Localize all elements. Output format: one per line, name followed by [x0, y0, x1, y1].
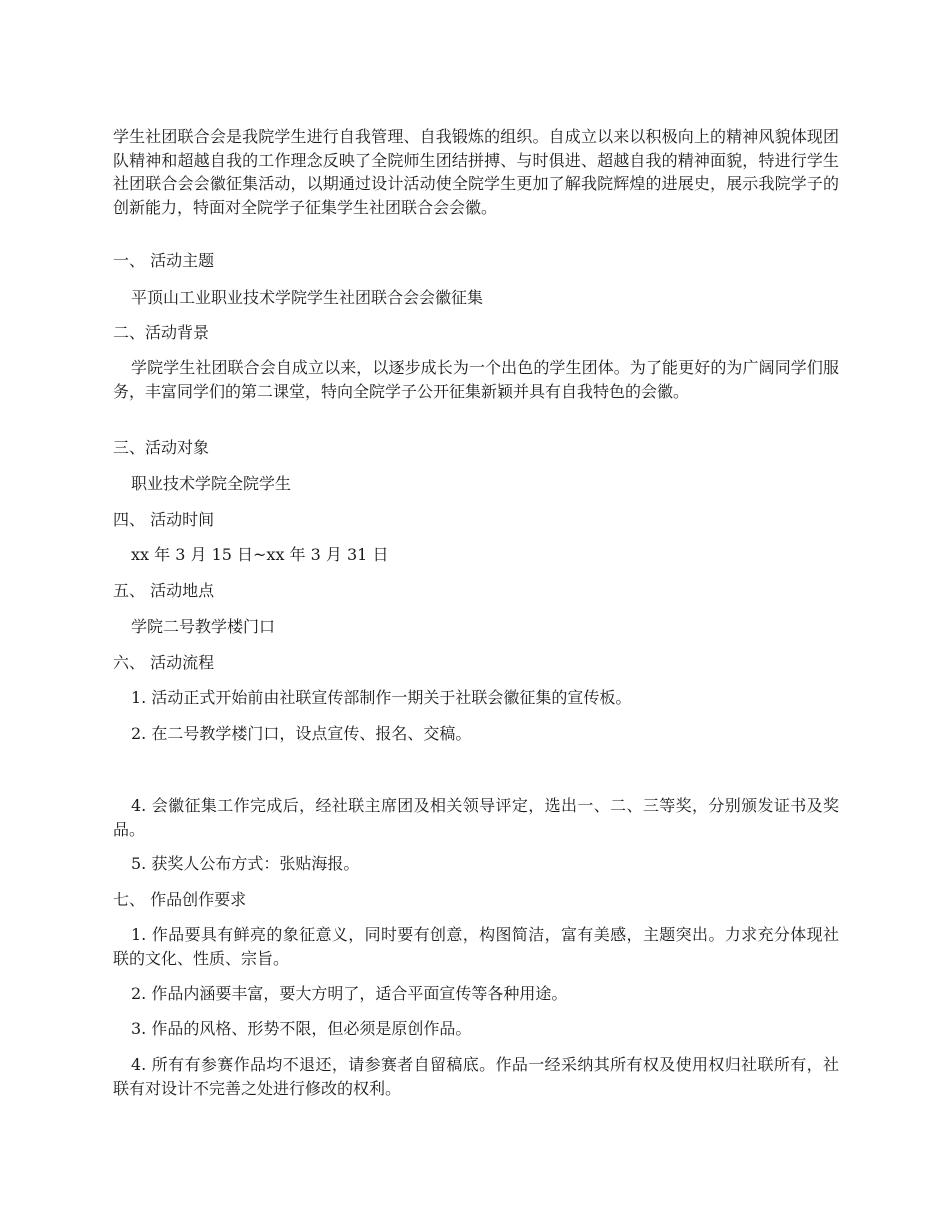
process-item-5: 5. 获奖人公布方式：张贴海报。 — [131, 854, 360, 873]
heading-theme: 一、 活动主题 — [113, 251, 215, 270]
requirement-item-3: 3. 作品的风格、形势不限，但必须是原创作品。 — [131, 1019, 472, 1038]
requirement-item-2: 2. 作品内涵要丰富，要大方明了，适合平面宣传等各种用途。 — [131, 984, 568, 1003]
heading-audience: 三、活动对象 — [113, 438, 210, 457]
requirement-item-4: 4. 所有有参赛作品均不退还，请参赛者自留稿底。作品一经采纳其所有权及使用权归社联所有，社联有对设计不完善之处进行修改的权利。 — [113, 1055, 839, 1098]
heading-process: 六、 活动流程 — [113, 653, 215, 672]
heading-requirements: 七、 作品创作要求 — [113, 890, 247, 909]
heading-background: 二、活动背景 — [113, 323, 210, 342]
audience-body: 职业技术学院全院学生 — [131, 474, 292, 493]
process-item-4: 4. 会徽征集工作完成后，经社联主席团及相关领导评定，选出一、二、三等奖，分别颁发证书及奖品。 — [113, 796, 839, 839]
heading-time: 四、 活动时间 — [113, 510, 215, 529]
theme-body: 平顶山工业职业技术学院学生社团联合会会徽征集 — [131, 288, 484, 307]
time-body: xx 年 3 月 15 日~xx 年 3 月 31 日 — [131, 545, 389, 564]
requirement-item-1: 1. 作品要具有鲜亮的象征意义，同时要有创意，构图简洁，富有美感，主题突出。力求充分体现社联的文化、性质、宗旨。 — [113, 925, 839, 968]
intro-paragraph: 学生社团联合会是我院学生进行自我管理、自我锻炼的组织。自成立以来以积极向上的精神风貌体现团队精神和超越自我的工作理念反映了全院师生团结拼搏、与时俱进、超越自我的精神面貌，特进行学生社团联合会会徽征集活动，以期通过设计活动使全院学生更加了解我院辉煌的进展史，展示我院学子的创新能力，特面对全院学子征集学生社团联合会会徽。 — [113, 127, 839, 217]
heading-location: 五、 活动地点 — [113, 581, 215, 600]
process-item-1: 1. 活动正式开始前由社联宣传部制作一期关于社联会徽征集的宣传板。 — [131, 688, 632, 707]
background-body: 学院学生社团联合会自成立以来，以逐步成长为一个出色的学生团体。为了能更好的为广阔同学们服务，丰富同学们的第二课堂，特向全院学子公开征集新颖并具有自我特色的会徽。 — [113, 358, 839, 401]
location-body: 学院二号教学楼门口 — [131, 617, 276, 636]
process-item-2: 2. 在二号教学楼门口，设点宣传、报名、交稿。 — [131, 724, 472, 743]
